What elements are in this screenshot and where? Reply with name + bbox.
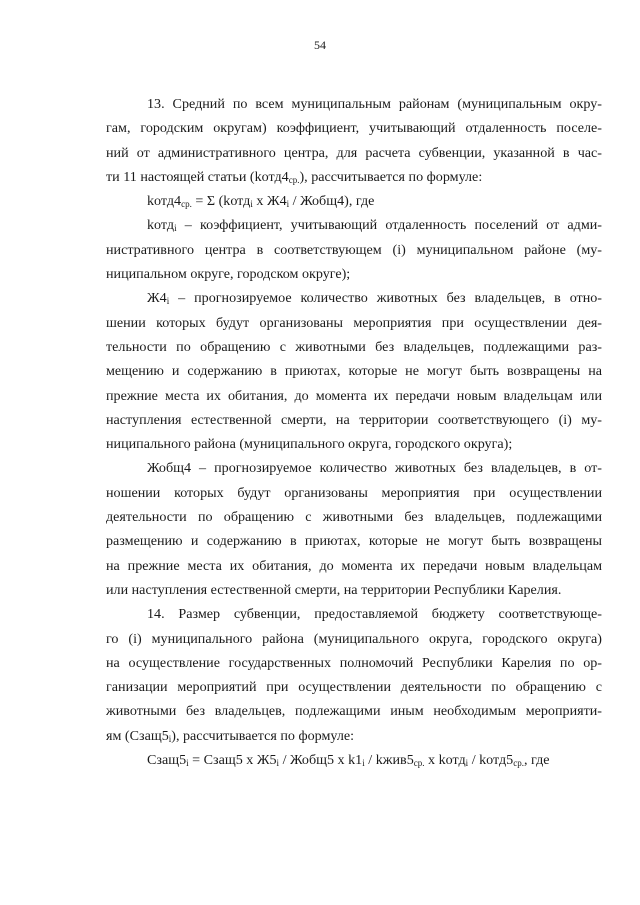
text-line (106, 165, 602, 189)
text-segment: ), рассчитывается по формуле: (299, 168, 483, 185)
text-segment: размещению и содержанию в приютах, которые не могут быть возвращены (106, 533, 602, 550)
text-segment: , где (523, 752, 550, 769)
text-line (106, 408, 602, 432)
text-segment: = Σ (kотд (191, 193, 251, 210)
text-segment: гам, городским округам) коэффициент, учитывающий отдаленность поселе- (106, 120, 602, 137)
text-segment: прежние места их обитания, до момента их передачи новым владельцам или (106, 387, 602, 404)
text-segment: животными без владельцев, подлежащими иным необходимым мероприяти- (106, 703, 602, 720)
subscript: ср. (288, 174, 300, 185)
text-line (106, 602, 602, 626)
text-line (106, 724, 602, 748)
text-segment: kотд4 (147, 193, 182, 210)
text-segment: го (i) муниципального района (муниципального округа, городского округа) (106, 630, 602, 647)
text-line (106, 359, 602, 383)
subscript: ср. (513, 758, 524, 769)
formula-line (106, 189, 602, 213)
text-segment: ниципальном округе, городском округе); (106, 266, 351, 283)
text-line (106, 238, 602, 262)
text-segment: нистративного центра в соответствующем (i) муниципальном районе (му- (106, 241, 602, 258)
text-segment: х kотд (424, 752, 466, 769)
text-segment: – прогнозируемое количество животных без владельцев, в отно- (169, 290, 602, 307)
text-segment: / kотд5 (468, 752, 514, 769)
text-line (106, 311, 602, 335)
text-segment: ганизации мероприятий при осуществлении деятельности по обращению с (106, 679, 602, 696)
text-segment: на прежние места их обитания, до момента их передачи новым владельцам (106, 557, 602, 574)
text-segment: – коэффициент, учитывающий отдаленность поселений от адми- (176, 217, 602, 234)
subscript: i (166, 296, 170, 307)
text-segment: или наступления естественной смерти, на территории Республики Карелия. (106, 581, 562, 598)
text-segment: Ж4 (147, 290, 167, 307)
subscript: i (465, 758, 469, 769)
text-line (106, 141, 602, 165)
subscript: i (276, 758, 280, 769)
text-line (106, 92, 602, 116)
text-segment: шении которых будут организованы мероприятия при осуществлении дея- (106, 314, 602, 331)
text-segment: / Жобщ5 х k1 (279, 752, 363, 769)
text-segment: тельности по обращению с животными без владельцев, подлежащими раз- (106, 338, 602, 355)
text-segment: ношении которых будут организованы мероприятия при осуществлении (106, 484, 602, 501)
text-segment: / Жобщ4), где (289, 193, 375, 210)
text-line (106, 213, 602, 237)
text-line (106, 627, 602, 651)
text-segment: Жобщ4 – прогнозируемое количество животных без владельцев, в от- (147, 460, 602, 477)
text-line (106, 432, 602, 456)
text-segment: ), рассчитывается по формуле: (171, 727, 355, 744)
text-segment: = Сзащ5 х Ж5 (188, 752, 277, 769)
text-line (106, 286, 602, 310)
text-segment: kотд (147, 217, 175, 234)
subscript: i (186, 758, 189, 769)
text-segment: на осуществление государственных полномочий Республики Карелия по ор- (106, 654, 602, 671)
subscript: i (362, 758, 365, 769)
subscript: i (250, 199, 253, 210)
subscript: i (168, 733, 172, 744)
text-line (106, 481, 602, 505)
text-segment: / kжив5 (364, 752, 414, 769)
subscript: ср. (181, 199, 192, 210)
text-line (106, 699, 602, 723)
document-body (106, 92, 602, 772)
text-segment: 14. Размер субвенции, предоставляемой бюджету соответствующе- (147, 606, 602, 623)
text-line (106, 262, 602, 286)
text-line (106, 456, 602, 480)
text-line (106, 651, 602, 675)
text-line (106, 578, 602, 602)
subscript: ср. (413, 758, 425, 769)
page-number: 54 (314, 38, 326, 52)
text-segment: ний от административного центра, для расчета субвенции, указанной в час- (106, 144, 602, 161)
text-segment: мещению и содержанию в приютах, которые не могут быть возвращены на (106, 363, 602, 380)
formula-line (106, 748, 602, 772)
text-segment: ти 11 настоящей статьи (kотд4 (106, 168, 289, 185)
text-line (106, 529, 602, 553)
text-line (106, 335, 602, 359)
subscript: i (286, 199, 290, 210)
text-segment: Сзащ5 (147, 752, 187, 769)
text-segment: наступления естественной смерти, на территории соответствующего (i) му- (106, 411, 602, 428)
subscript: i (174, 223, 177, 234)
text-line (106, 384, 602, 408)
text-segment: деятельности по обращению с животными без владельцев, подлежащими (106, 509, 602, 526)
text-line (106, 116, 602, 140)
text-segment: ям (Сзащ5 (106, 727, 169, 744)
text-segment: х Ж4 (252, 193, 287, 210)
text-segment: ниципального района (муниципального округа, городского округа); (106, 436, 513, 453)
text-line (106, 554, 602, 578)
text-segment: 13. Средний по всем муниципальным районам (муниципальным окру- (147, 96, 602, 112)
text-line (106, 505, 602, 529)
text-line (106, 675, 602, 699)
